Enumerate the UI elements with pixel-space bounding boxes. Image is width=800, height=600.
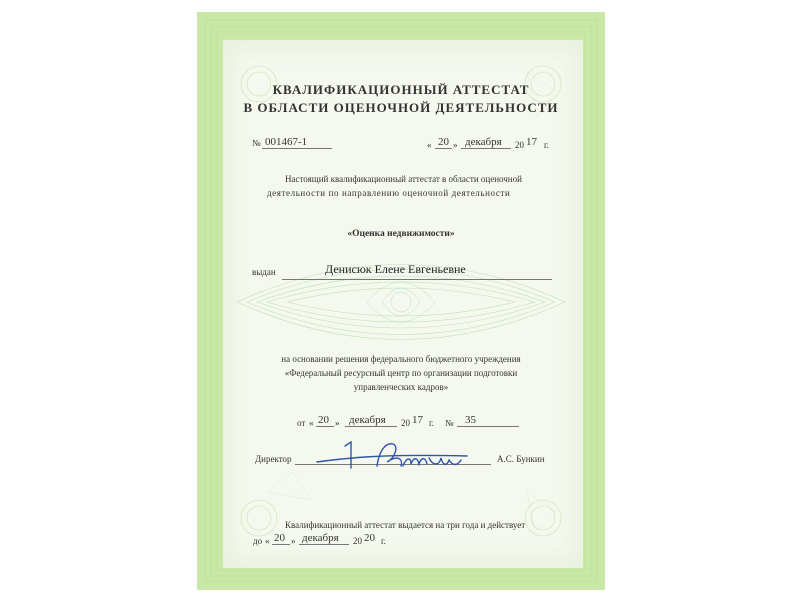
validity-month-underline	[299, 544, 349, 545]
decision-number: 35	[465, 414, 476, 426]
validity-day: 20	[274, 532, 285, 544]
intro-line-1: Настоящий квалификационный аттестат в области оценочной	[285, 174, 522, 184]
decision-quote-open: «	[309, 418, 314, 428]
holder-underline	[282, 279, 552, 280]
decision-month: декабря	[349, 414, 386, 426]
certificate-number: 001467-1	[265, 136, 308, 148]
validity-until-label: до	[253, 536, 263, 546]
validity-month: декабря	[302, 532, 339, 544]
basis-line-1: на основании решения федерального бюджетного учреждения	[281, 354, 521, 364]
director-name: А.С. Бункин	[497, 454, 545, 464]
decision-year-suffix: 17	[412, 414, 423, 426]
decision-year-prefix: 20	[401, 418, 410, 428]
decision-quote-close: »	[335, 418, 340, 428]
issue-month-underline	[461, 148, 511, 149]
guilloche-ornament	[197, 12, 605, 590]
holder-name: Денисюк Елене Евгеньевне	[325, 262, 466, 276]
decision-day: 20	[318, 414, 329, 426]
issue-year-prefix: 20	[515, 140, 524, 150]
issue-month: декабря	[465, 136, 502, 148]
basis-line-2: «Федеральный ресурсный центр по организации подготовки	[284, 368, 518, 378]
validity-quote-open: «	[265, 536, 270, 546]
decision-number-label: №	[445, 418, 454, 428]
decision-from-label: от	[297, 418, 306, 428]
issue-year-abbr: г.	[544, 140, 549, 150]
intro-line-2: деятельности по направлению оценочной деятельности	[267, 188, 511, 198]
basis-line-3: управленческих кадров»	[353, 382, 449, 392]
validity-year-suffix: 20	[364, 532, 375, 544]
decision-month-underline	[345, 426, 397, 427]
validity-year-abbr: г.	[381, 536, 386, 546]
issue-quote-open: «	[427, 140, 432, 150]
decision-year-abbr: г.	[429, 418, 434, 428]
number-label: №	[252, 138, 261, 148]
validity-line-1: Квалификационный аттестат выдается на три года и действует	[285, 520, 526, 530]
validity-day-underline	[272, 544, 290, 545]
direction: «Оценка недвижимости»	[347, 229, 455, 239]
number-underline	[262, 148, 332, 149]
director-signature	[307, 432, 477, 476]
validity-quote-close: »	[291, 536, 296, 546]
validity-year-prefix: 20	[353, 536, 362, 546]
title-line-2: В ОБЛАСТИ ОЦЕНОЧНОЙ ДЕЯТЕЛЬНОСТИ	[243, 100, 559, 115]
director-label: Директор	[255, 454, 292, 464]
issued-label: выдан	[252, 267, 276, 277]
issue-day: 20	[438, 136, 449, 148]
title-line-1: КВАЛИФИКАЦИОННЫЙ АТТЕСТАТ	[272, 82, 530, 97]
issue-year-suffix: 17	[526, 136, 537, 148]
decision-number-underline	[457, 426, 519, 427]
issue-day-underline	[435, 148, 452, 149]
decision-day-underline	[316, 426, 334, 427]
certificate-sheet	[197, 12, 605, 590]
issue-quote-close: »	[453, 140, 458, 150]
